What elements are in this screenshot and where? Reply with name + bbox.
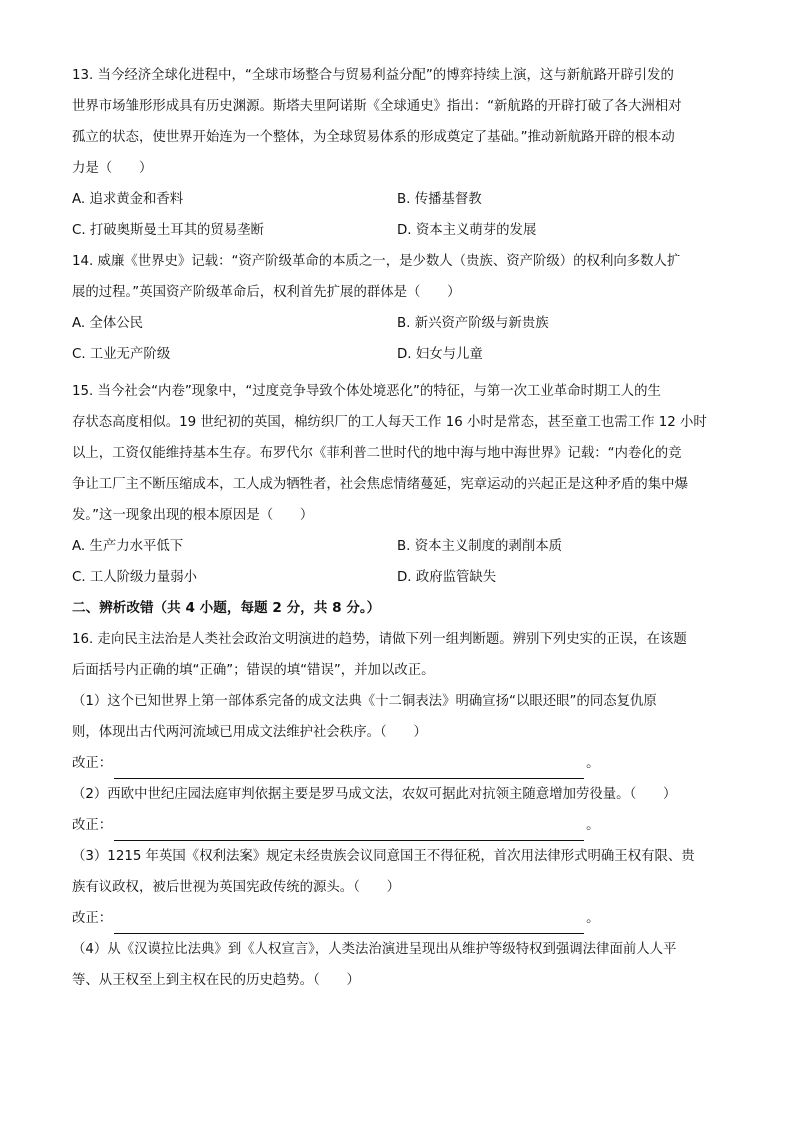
question-13 [72, 60, 722, 246]
q16-item-1-line-2: 则，体现出古代两河流域已用成文法维护社会秩序。（ ） [72, 725, 427, 740]
question-16 [72, 624, 722, 996]
q16-item-4-line-2: 等、从王权至上到主权在民的历史趋势。（ ） [72, 973, 360, 988]
q14-option-a: A. 全体公民 [72, 316, 143, 331]
q14-line-2: 展的过程。”英国资产阶级革命后，权利首先扩展的群体是（ ） [72, 285, 461, 300]
q15-line-3: 以上，工资仅能维持基本生存。布罗代尔《菲利普二世时代的地中海与地中海世界》记载：“内卷化的竞 [72, 446, 682, 461]
q15-line-4: 争让工厂主不断压缩成本，工人成为牺牲者，社会焦虑情绪蔓延，宪章运动的兴起正是这种矛盾的集中爆 [72, 477, 688, 492]
q13-options-row-1 [72, 184, 722, 215]
q15-option-b: B. 资本主义制度的剥削本质 [397, 539, 562, 554]
correction-end: 。 [586, 818, 600, 833]
q14-option-d: D. 妇女与儿童 [397, 347, 483, 362]
correction-blank[interactable] [114, 761, 584, 779]
q16-item-1-correction [72, 748, 722, 779]
correction-label: 改正： [72, 818, 113, 833]
correction-label: 改正： [72, 756, 113, 771]
question-14 [72, 246, 722, 370]
q13-option-a: A. 追求黄金和香料 [72, 192, 184, 207]
q15-option-d: D. 政府监管缺失 [397, 570, 497, 585]
q15-option-a: A. 生产力水平低下 [72, 539, 184, 554]
q14-options-row-1 [72, 308, 722, 339]
q15-line-1: 15. 当今社会“内卷”现象中，“过度竞争导致个体处境恶化”的特征，与第一次工业革命时期工人的生 [72, 384, 661, 399]
q13-line-3: 孤立的状态，使世界开始连为一个整体，为全球贸易体系的形成奠定了基础。”推动新航路开辟的根本动 [72, 130, 675, 145]
q15-options-row-1 [72, 531, 722, 562]
q13-option-d: D. 资本主义萌芽的发展 [397, 223, 537, 238]
correction-blank[interactable] [114, 916, 584, 934]
q13-options-row-2 [72, 215, 722, 246]
q13-line-1: 13. 当今经济全球化进程中，“全球市场整合与贸易利益分配”的博弈持续上演，这与新航路开辟引发的 [72, 68, 674, 83]
q15-option-c: C. 工人阶级力量弱小 [72, 570, 197, 585]
q16-item-1-line-1: （1）这个已知世界上第一部体系完备的成文法典《十二铜表法》明确宣扬“以眼还眼”的同态复仇原 [72, 694, 657, 709]
q15-options-row-2 [72, 562, 722, 593]
correction-end: 。 [586, 911, 600, 926]
q16-item-2-correction [72, 810, 722, 841]
q13-line-2: 世界市场雏形形成具有历史渊源。斯塔夫里阿诺斯《全球通史》指出：“新航路的开辟打破了各大洲相对 [72, 99, 682, 114]
q16-item-3-line-1: （3）1215 年英国《权利法案》规定未经贵族会议同意国王不得征税，首次用法律形式明确王权有限、贵 [72, 849, 695, 864]
q16-item-3-correction [72, 903, 722, 934]
q13-line-4: 力是（ ） [72, 161, 153, 176]
question-15 [72, 376, 722, 593]
q13-option-c: C. 打破奥斯曼土耳其的贸易垄断 [72, 223, 264, 238]
exam-page [72, 60, 722, 996]
section-2-heading: 二、辨析改错（共 4 小题，每题 2 分，共 8 分。） [72, 600, 381, 616]
q13-option-b: B. 传播基督教 [397, 192, 482, 207]
q16-line-1: 16. 走向民主法治是人类社会政治文明演进的趋势，请做下列一组判断题。辨别下列史实的正误，在该题 [72, 632, 687, 647]
correction-blank[interactable] [114, 823, 584, 841]
q14-line-1: 14. 威廉《世界史》记载：“资产阶级革命的本质之一，是少数人（贵族、资产阶级）的权利向多数人扩 [72, 254, 681, 269]
q15-line-2: 存状态高度相似。19 世纪初的英国，棉纺织厂的工人每天工作 16 小时是常态，甚至童工也需工作 12 小时 [72, 415, 707, 430]
q14-options-row-2 [72, 339, 722, 370]
q15-line-5: 发。”这一现象出现的根本原因是（ ） [72, 508, 314, 523]
q16-item-3-line-2: 族有议政权，被后世视为英国宪政传统的源头。（ ） [72, 880, 401, 895]
q14-option-b: B. 新兴资产阶级与新贵族 [397, 316, 549, 331]
q14-option-c: C. 工业无产阶级 [72, 347, 171, 362]
correction-label: 改正： [72, 911, 113, 926]
q16-item-4-line-1: （4）从《汉谟拉比法典》到《人权宣言》，人类法治演进呈现出从维护等级特权到强调法律面前人人平 [72, 942, 677, 957]
q16-item-2-line-1: （2）西欧中世纪庄园法庭审判依据主要是罗马成文法，农奴可据此对抗领主随意增加劳役量。（ ） [72, 787, 677, 802]
q16-line-2: 后面括号内正确的填“正确”；错误的填“错误”，并加以改正。 [72, 663, 435, 678]
correction-end: 。 [586, 756, 600, 771]
